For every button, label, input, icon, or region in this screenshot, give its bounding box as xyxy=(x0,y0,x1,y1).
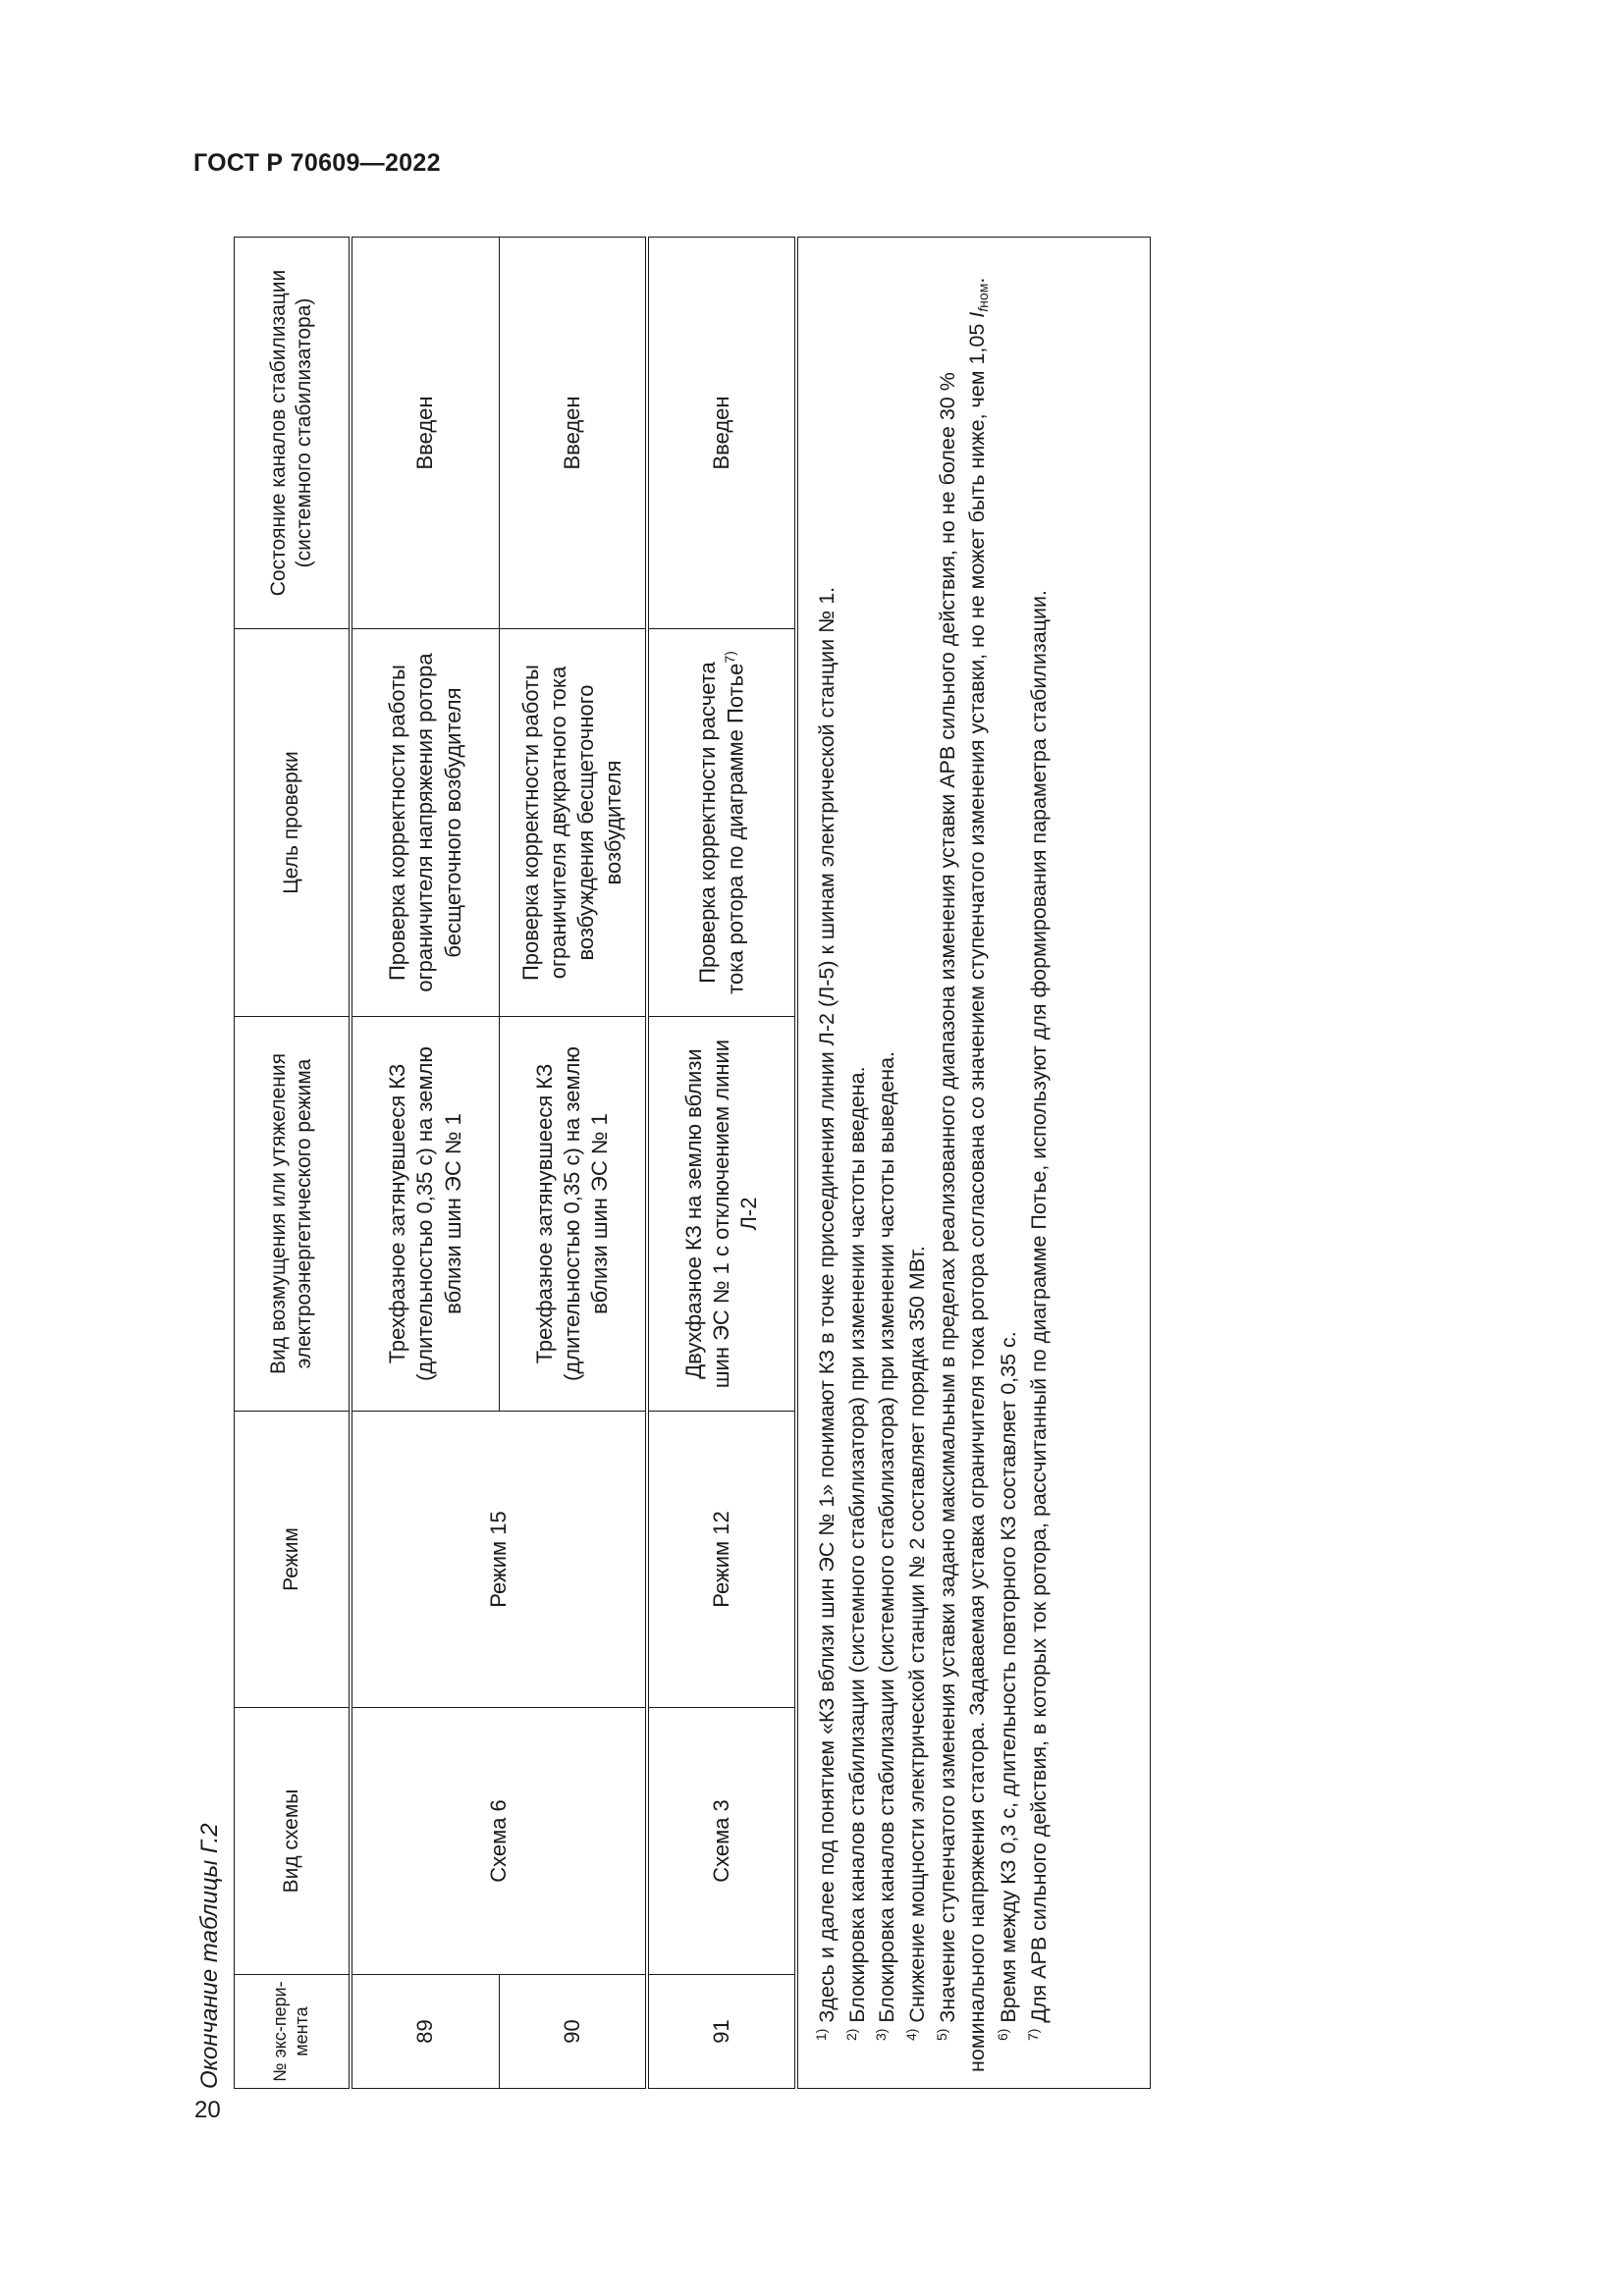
col-header-scheme: Вид схемы xyxy=(235,1708,352,1975)
cell-num: 89 xyxy=(351,1975,500,2089)
cell-num: 90 xyxy=(500,1975,648,2089)
col-header-mode: Режим xyxy=(235,1412,352,1708)
footnote-5: $^{5)}$ Значение ступенчатого изменения уставки задано максимальным в пределах реализованного диапазона изменения уставки АРВ сильного действия, но не более 30 % номинального напряжения статора. Задаваемая уставка ограничителя тока ротора согласована со значением ступенчатого изменения уставки, но не может быть ниже, чем 1,05 $I_{fном}$. xyxy=(933,277,992,2072)
cell-disturbance: Двухфазное КЗ на землю вблизи шин ЭС № 1 с отключением линии Л-2 xyxy=(647,1017,796,1412)
footnote-4: $^{4)}$ Снижение мощности электрической станции № 2 составляет порядка 350 МВт. xyxy=(903,1246,930,2041)
footnote-7: $^{7)}$ Для АРВ сильного действия, в которых ток ротора, рассчитанный по диаграмме Потье, используют для формирования параметра стабилизации. xyxy=(1024,589,1052,2041)
cell-goal xyxy=(647,629,796,1017)
cell-mode: Режим 15 xyxy=(351,1412,647,1708)
cell-state: Введен xyxy=(351,238,500,629)
table-caption: Окончание таблицы Г.2 xyxy=(196,1823,223,2089)
goal-text: Проверка корректности расчета тока ротора по диаграмме Потье xyxy=(694,662,748,994)
table-row xyxy=(351,238,500,2089)
cell-scheme: Схема 6 xyxy=(351,1708,647,1975)
col-header-goal: Цель проверки xyxy=(235,629,352,1017)
col-header-num: № экс-пери-мента xyxy=(235,1975,352,2089)
cell-disturbance: Трехфазное затянувшееся КЗ (длительностью 0,35 с) на землю вблизи шин ЭС № 1 xyxy=(351,1017,500,1412)
table-g2 xyxy=(234,237,1151,2089)
cell-state: Введен xyxy=(500,238,648,629)
cell-num: 91 xyxy=(647,1975,796,2089)
cell-goal: Проверка корректности работы ограничителя напряжения ротора бесщеточного возбудителя xyxy=(351,629,500,1017)
footnote-2: $^{2)}$ Блокировка каналов стабилизации (системного стабилизатора) при изменении частоты введена. xyxy=(842,1066,869,2041)
cell-goal: Проверка корректности работы ограничителя двукратного тока возбуждения бесщеточного возбудителя xyxy=(500,629,648,1017)
notes-row xyxy=(796,238,1151,2089)
cell-mode: Режим 12 xyxy=(647,1412,796,1708)
footnote-1: $^{1)}$ Здесь и далее под понятием «КЗ вблизи шин ЭС № 1» понимают КЗ в точке присоединения линии Л-2 (Л-5) к шинам электрической станции № 1. xyxy=(813,586,839,2041)
col-header-disturbance: Вид возмущения или утяжеления электроэнергетического режима xyxy=(235,1017,352,1412)
table-notes xyxy=(796,238,1151,2089)
table-row xyxy=(647,238,796,2089)
cell-scheme: Схема 3 xyxy=(647,1708,796,1975)
rotated-table-page xyxy=(190,238,1094,2089)
page-number: 20 xyxy=(194,2097,221,2123)
col-header-state: Состояние каналов стабилизации (системного стабилизатора) xyxy=(235,238,352,629)
footnote-ref: 7) xyxy=(721,651,737,664)
cell-state: Введен xyxy=(647,238,796,629)
table-header-row xyxy=(235,238,352,2089)
footnote-6: $^{6)}$ Время между КЗ 0,3 с, длительность повторного КЗ составляет 0,35 с. xyxy=(995,1331,1021,2041)
footnote-3: $^{3)}$ Блокировка каналов стабилизации (системного стабилизатора) при изменении частоты выведена. xyxy=(873,1050,899,2041)
document-header: ГОСТ Р 70609—2022 xyxy=(193,149,441,177)
cell-disturbance: Трехфазное затянувшееся КЗ (длительностью 0,35 с) на землю вблизи шин ЭС № 1 xyxy=(500,1017,648,1412)
